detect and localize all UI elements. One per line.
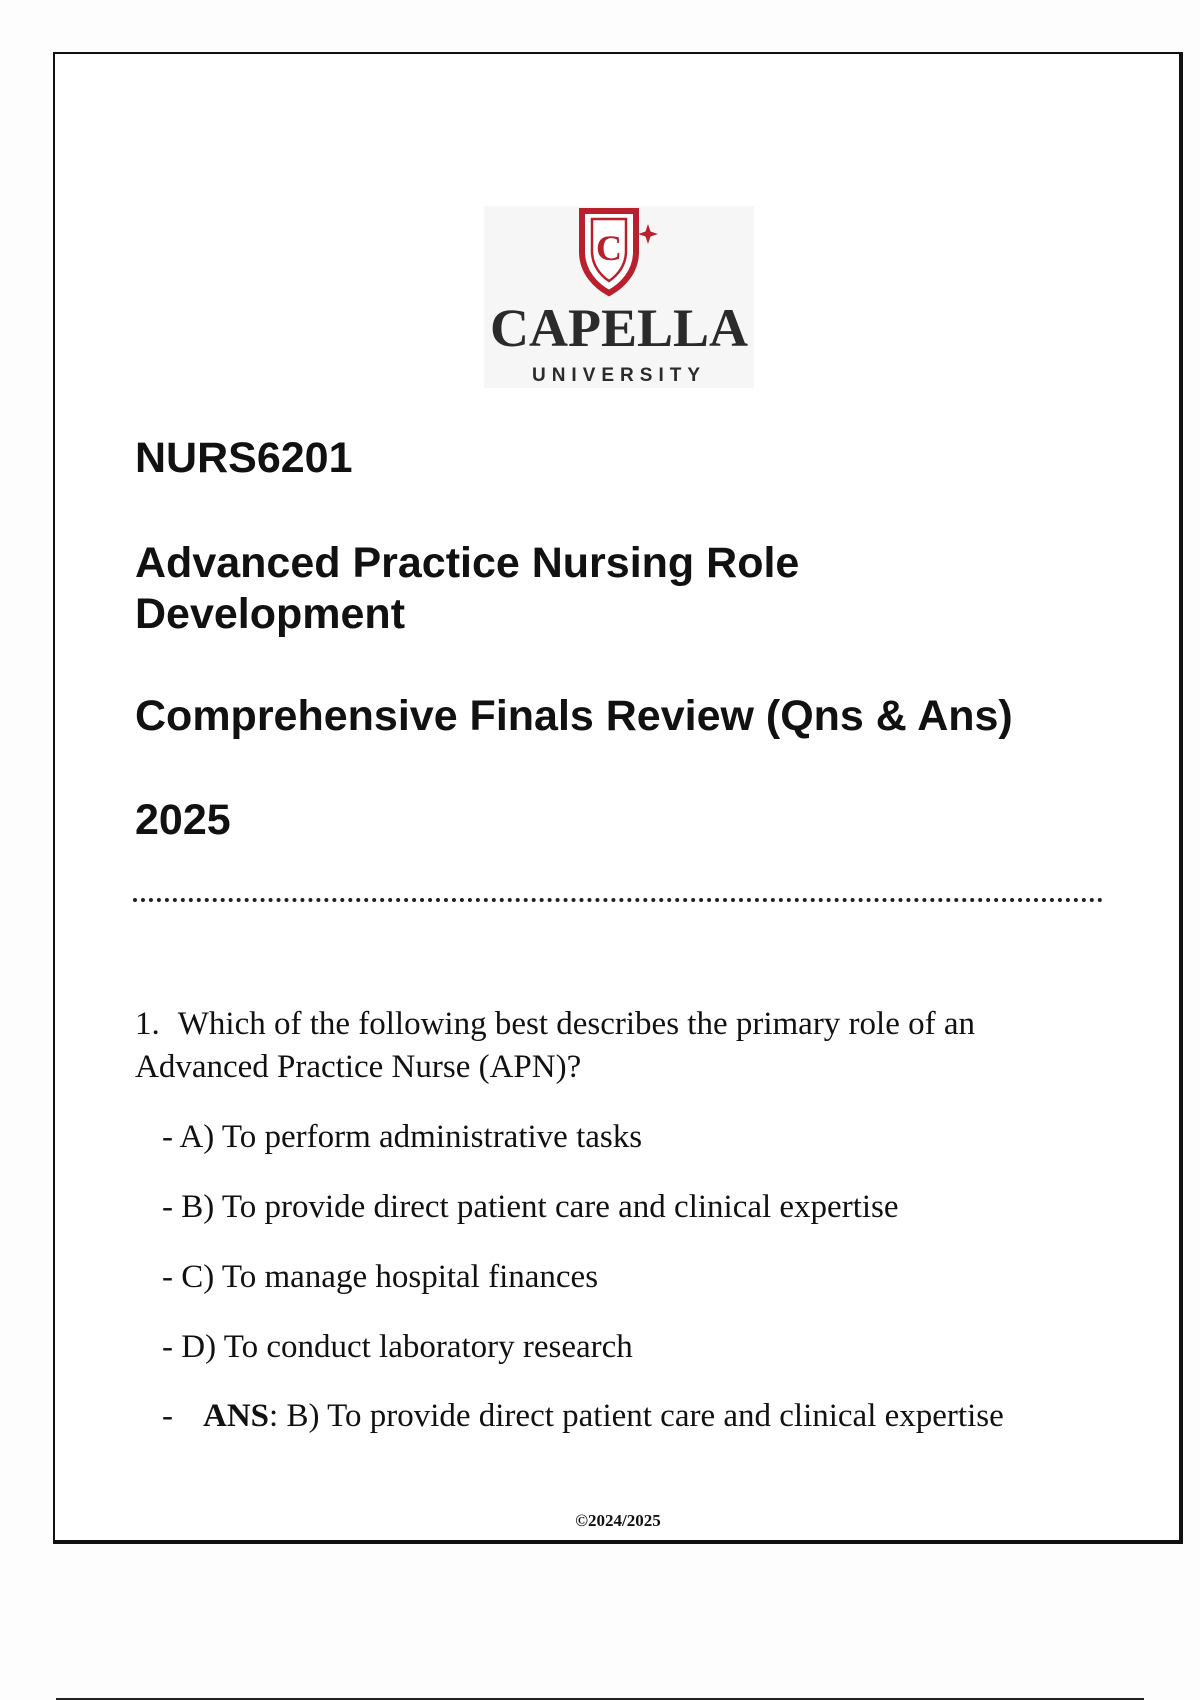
option-a: - A) To perform administrative tasks (162, 1119, 643, 1155)
shield-emblem-icon (582, 211, 658, 293)
dotted-divider (133, 898, 1103, 902)
course-name: Advanced Practice Nursing Role Development (135, 539, 800, 638)
document-year: 2025 (135, 796, 231, 844)
sparkle-icon (638, 224, 658, 244)
option-d: - D) To conduct laboratory research (162, 1329, 633, 1365)
capella-university-logo (484, 206, 754, 388)
logo-subtitle: UNIVERSITY (531, 365, 707, 386)
answer-dash: - (162, 1398, 173, 1434)
question-number: 1. (135, 1006, 160, 1042)
answer-text: : B) To provide direct patient care and clinical expertise (269, 1398, 1004, 1434)
option-c: - C) To manage hospital finances (162, 1259, 599, 1295)
option-b: - B) To provide direct patient care and clinical expertise (162, 1189, 899, 1225)
answer-options-list (162, 1117, 899, 1397)
document-type: Comprehensive Finals Review (Qns & Ans) (135, 692, 1013, 740)
course-code: NURS6201 (135, 434, 353, 482)
question-text: Which of the following best describes the primary role of an Advanced Practice Nurse (APN)? (135, 1006, 976, 1085)
answer-label: ANS (203, 1398, 270, 1434)
question-1 (135, 1003, 1085, 1089)
logo-wordmark: CAPELLA (489, 298, 749, 358)
logo-emblem-letter: C (596, 228, 622, 268)
correct-answer (162, 1396, 1004, 1436)
copyright-notice: ©2024/2025 (575, 1511, 661, 1530)
